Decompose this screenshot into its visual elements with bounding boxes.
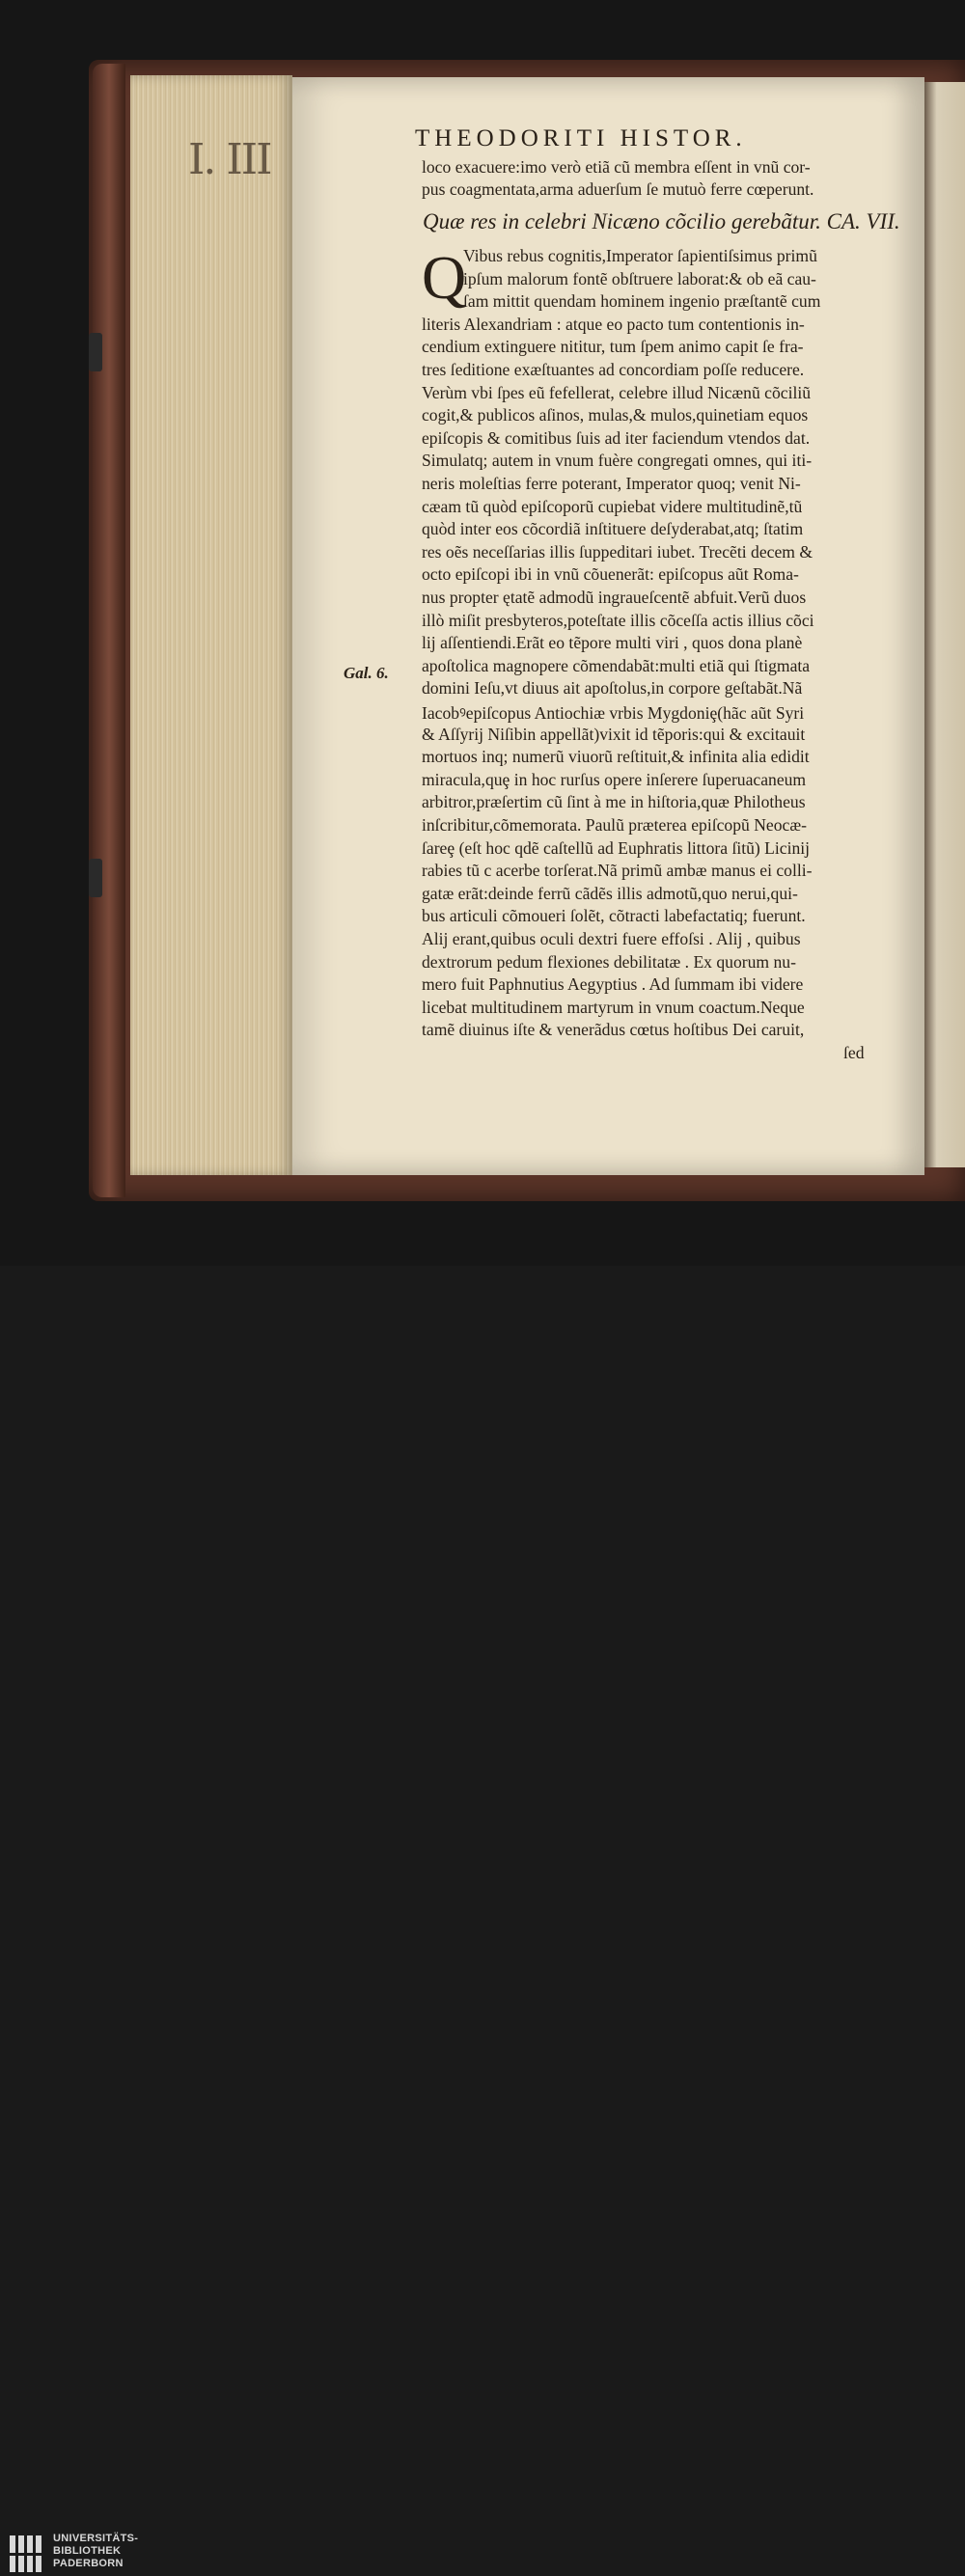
library-name xyxy=(53,2533,138,2570)
text-line: res oẽs neceſſarias illis ſuppeditari iubet. Trecẽti decem & xyxy=(422,541,813,562)
text-line: quòd inter eos cõcordiã inſtituere deſyderabat,atq; ſtatim xyxy=(422,519,804,539)
clasp-lower xyxy=(89,859,102,897)
book-cover-edge xyxy=(93,64,125,1197)
text-line: ſam mittit quendam hominem ingenio præſtantẽ cum xyxy=(463,291,821,312)
text-line: pus coagmentata,arma aduerſum ſe mutuò ferre cœperunt. xyxy=(422,179,814,199)
text-line: tamẽ diuinus iſte & venerãdus cœtus hoſtibus Dei caruit, xyxy=(422,1020,805,1040)
scan-image xyxy=(0,0,965,1266)
text-line: mero fuit Paphnutius Aegyptius . Ad ſummam ibi videre xyxy=(422,974,804,995)
text-line: miracula,quȩ in hoc rurſus opere inſerere ſuperuacaneum xyxy=(422,769,807,789)
text-line: bus articuli cõmoueri ſolẽt, cõtracti labefactatiq; fuerunt. xyxy=(422,906,806,926)
text-line: epiſcopis & comitibus ſuis ad iter faciendum vtendos dat. xyxy=(422,427,811,448)
text-line: Simulatq; autem in vnum fuère congregati omnes, qui iti- xyxy=(422,451,813,471)
text-line: mortuos inq; numerũ viuorũ reſtituit,& infinita alia edidit xyxy=(422,747,810,767)
text-line: literis Alexandriam : atque eo pacto tum contentionis in- xyxy=(422,314,805,334)
margin-note: Gal. 6. xyxy=(344,664,389,682)
text-line: Verùm vbi ſpes eũ fefellerat, celebre illud Nicænũ cõciliũ xyxy=(422,382,812,402)
drop-cap: Q xyxy=(422,243,467,312)
text-line: & Aſſyrij Niſibin appellãt)vixit id tẽporis:qui & excitauit xyxy=(422,724,806,744)
text-line: tres ſeditione exæſtuantes ad concordiam poſſe reducere. xyxy=(422,360,805,379)
text-line: apoſtolica magnopere cõmendabãt:multi etiã qui ſtigmata xyxy=(422,655,811,675)
text-line: ipſum malorum fontẽ obſtruere laborat:& ob eã cau- xyxy=(463,268,816,288)
text-line: illò miſit presbyteros,poteſtate illis cõceſſa actis illius cõci xyxy=(422,610,814,630)
text-line: cæam tũ quòd epiſcoporũ cupiebat videre multitudinẽ,tũ xyxy=(422,496,803,516)
spine-label: I. III xyxy=(188,135,271,184)
library-logo-icon xyxy=(8,2534,46,2576)
facing-page-edge xyxy=(924,82,965,1167)
text-line: lij aſſentiendi.Erãt eo tẽpore multi viri , quos dona planè xyxy=(422,633,803,653)
library-name-line: PADERBORN xyxy=(53,2558,124,2569)
text-line: cendium extinguere nititur, tum ſpem animo capit ſe fra- xyxy=(422,337,804,357)
text-line: Iacobꝰepiſcopus Antiochiæ vrbis Mygdoniȩ(hãc aũt Syri xyxy=(422,703,805,723)
chapter-heading: Quæ res in celebri Nicæno cõcilio gerebãtur. CA. VII. xyxy=(423,209,900,233)
text-line: gatæ erãt:deinde ferrũ cãdẽs illis admotũ,quo nerui,qui- xyxy=(422,883,798,903)
text-line: Vibus rebus cognitis,Imperator ſapientiſsimus primũ xyxy=(463,246,817,265)
running-head: THEODORITI HISTOR. xyxy=(415,125,747,151)
text-line: neris moleſtias ferre poterant, Imperator quoq; venit Ni- xyxy=(422,474,801,493)
text-line: loco exacuere:imo verò etiã cũ membra eſſent in vnũ cor- xyxy=(422,157,811,177)
text-line: licebat multitudinem martyrum in vnum coactum.Neque xyxy=(422,997,805,1017)
text-line: domini Ieſu,vt diuus ait apoſtolus,in corpore geſtabãt.Nã xyxy=(422,678,803,699)
text-line: inſcribitur,cõmemorata. Paulũ præterea epiſcopũ Neocæ- xyxy=(422,815,807,835)
catchword: ſed xyxy=(843,1043,865,1062)
library-name-line: BIBLIOTHEK xyxy=(53,2545,122,2557)
text-line: octo epiſcopi ibi in vnũ cõuenerãt: epiſcopus aũt Roma- xyxy=(422,564,799,585)
text-line: nus propter ętatẽ admodũ ingraueſcentẽ abfuit.Verũ duos xyxy=(422,588,807,607)
text-line: rabies tũ c acerbe torſerat.Nã primũ ambæ manus ei colli- xyxy=(422,861,813,881)
text-line: ſareȩ (eſt hoc qdẽ caſtellũ ad Euphratis littora ſitũ) Licinij xyxy=(422,837,811,858)
footer-bar xyxy=(0,1266,965,2569)
library-name-line: UNIVERSITÄTS- xyxy=(53,2533,139,2544)
clasp-upper xyxy=(89,333,102,371)
text-line: arbitror,præſertim cũ ſint à me in hiſtoria,quæ Philotheus xyxy=(422,792,806,812)
text-line: Alij erant,quibus oculi dextri fuere effoſsi . Alij , quibus xyxy=(422,929,801,948)
text-line: cogit,& publicos aſinos, mulas,& mulos,quinetiam equos xyxy=(422,405,809,425)
text-line: dextrorum pedum flexiones debilitatæ . Ex quorum nu- xyxy=(422,951,796,972)
page-edges xyxy=(130,75,292,1175)
